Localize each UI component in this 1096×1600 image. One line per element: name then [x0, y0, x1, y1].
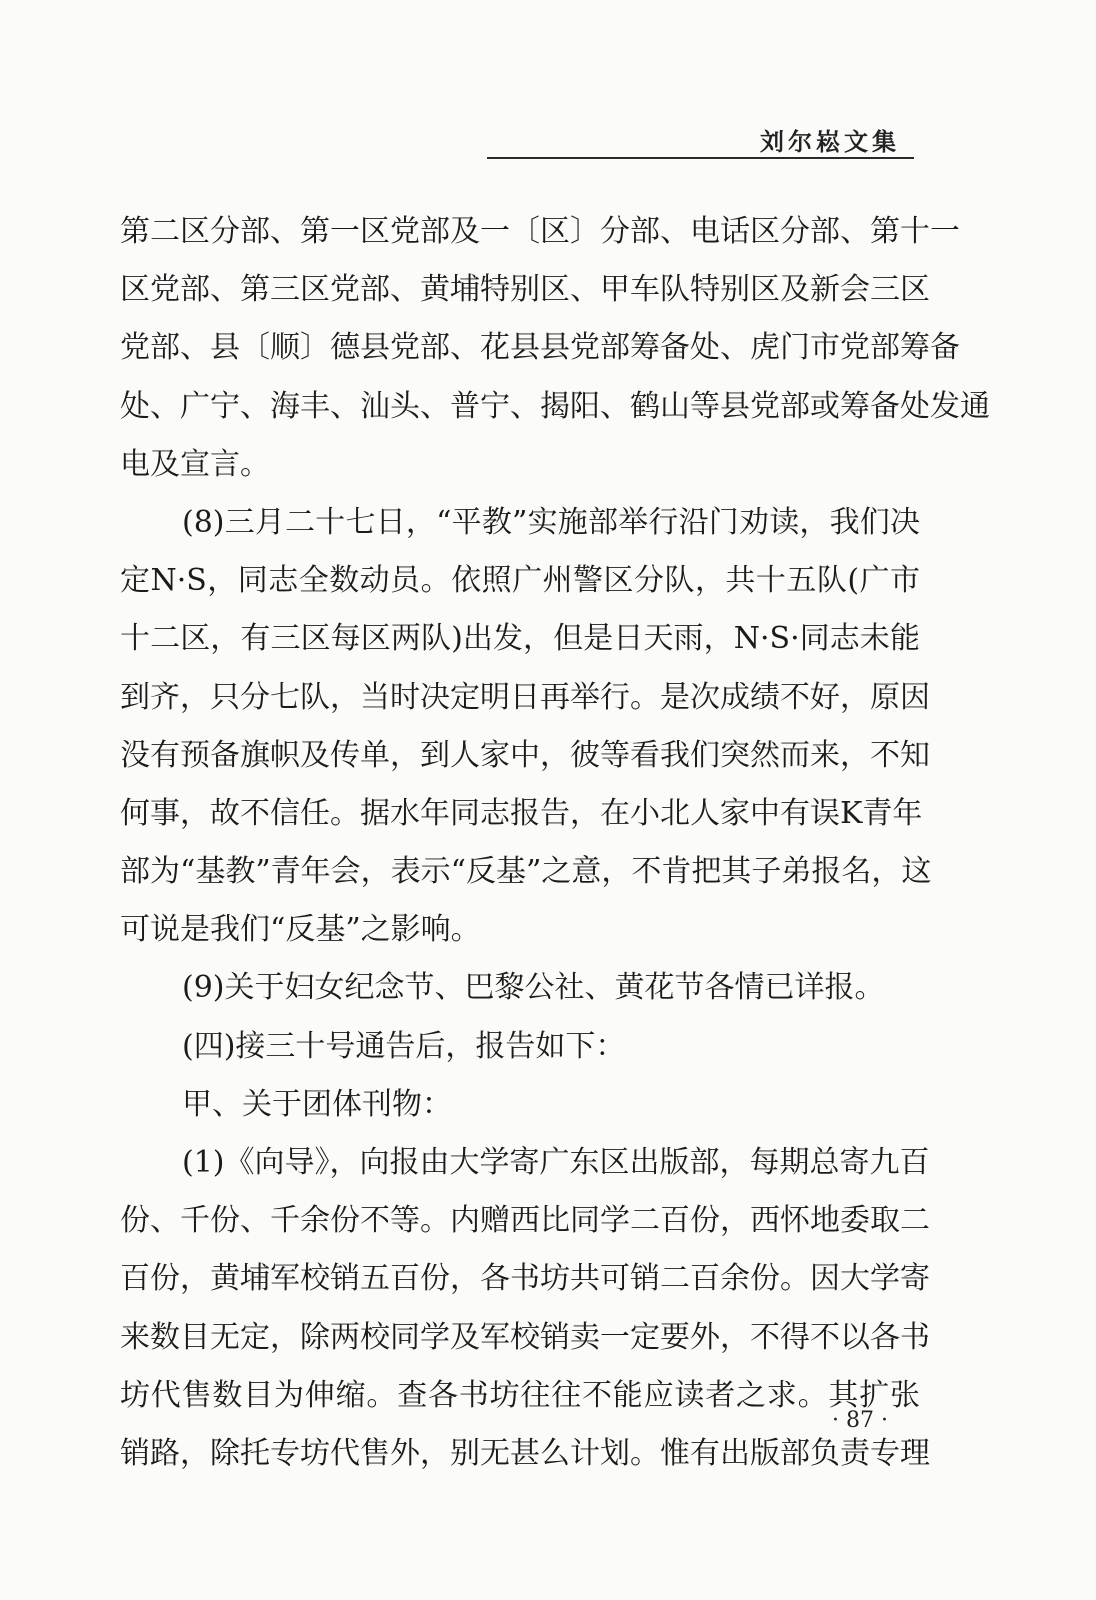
text-line: 坊代售数目为伸缩。查各书坊往往不能应读者之求。其扩张	[120, 1377, 920, 1413]
text-line: 党部、县〔顺〕德县党部、花县县党部筹备处、虎门市党部筹备	[120, 330, 960, 366]
text-line: (8)三月二十七日，“平教”实施部举行沿门劝读，我们决	[182, 504, 920, 540]
text-line: 处、广宁、海丰、汕头、普宁、揭阳、鹤山等县党部或筹备处发通	[120, 388, 990, 424]
running-header: 刘尔崧文集	[760, 127, 900, 156]
text-line: (四)接三十号通告后，报告如下：	[182, 1028, 626, 1064]
text-line: 十二区，有三区每区两队)出发，但是日天雨，N·S·同志未能	[120, 621, 920, 657]
text-line: 部为“基教”青年会，表示“反基”之意，不肯把其子弟报名，这	[120, 854, 932, 890]
page-number: · 87 ·	[832, 1408, 888, 1433]
text-line: 可说是我们“反基”之影响。	[120, 912, 481, 948]
header-rule	[487, 157, 914, 159]
text-line: 定N·S，同志全数动员。依照广州警区分队，共十五队(广市	[120, 563, 920, 599]
text-line: 区党部、第三区党部、黄埔特别区、甲车队特别区及新会三区	[120, 272, 930, 308]
text-line: 销路，除托专坊代售外，别无甚么计划。惟有出版部负责专理	[120, 1435, 930, 1471]
text-line: 第二区分部、第一区党部及一〔区〕分部、电话区分部、第十一	[120, 214, 960, 249]
text-line: (9)关于妇女纪念节、巴黎公社、黄花节各情已详报。	[182, 970, 885, 1006]
body-text	[120, 203, 990, 1483]
text-line: (1)《向导》，向报由大学寄广东区出版部，每期总寄九百	[182, 1145, 930, 1180]
text-line: 到齐，只分七队，当时决定明日再举行。是次成绩不好，原因	[120, 679, 930, 715]
text-line: 百份，黄埔军校销五百份，各书坊共可销二百余份。因大学寄	[120, 1261, 930, 1297]
text-line: 来数目无定，除两校同学及军校销卖一定要外，不得不以各书	[120, 1319, 930, 1355]
text-line: 份、千份、千余份不等。内赠西比同学二百份，西怀地委取二	[120, 1203, 930, 1239]
text-line: 何事，故不信任。据水年同志报告，在小北人家中有误K青年	[120, 795, 923, 831]
text-line: 没有预备旗帜及传单，到人家中，彼等看我们突然而来，不知	[120, 737, 930, 773]
text-line: 甲、关于团体刊物：	[182, 1086, 452, 1122]
text-line: 电及宣言。	[120, 446, 270, 482]
